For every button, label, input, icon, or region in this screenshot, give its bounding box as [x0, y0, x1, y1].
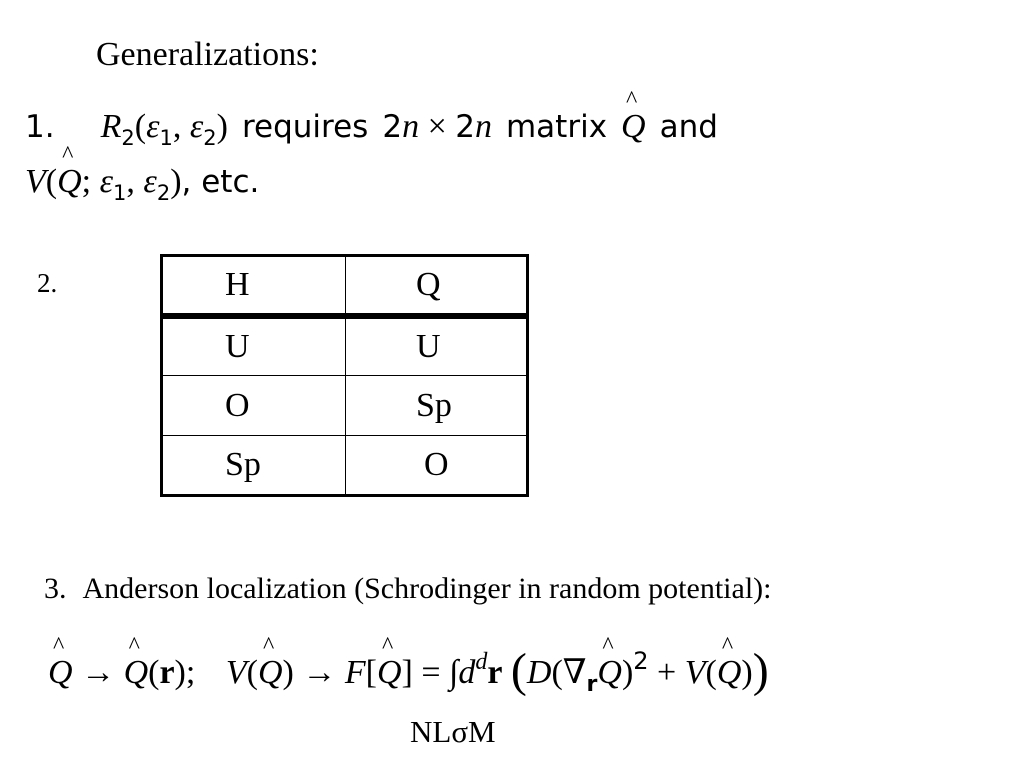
- item1-matrix-text: matrix: [505, 109, 608, 145]
- nlsm-label: NLσM: [410, 714, 496, 749]
- item1-etc-text: , etc.: [181, 164, 260, 200]
- item1-q-hat: ^ Q: [621, 108, 646, 146]
- item1-and-text: and: [659, 109, 718, 145]
- table-row: [162, 316, 528, 376]
- table-header-cell: H: [162, 256, 346, 316]
- table-row: [162, 376, 528, 436]
- table-cell: U: [346, 316, 528, 376]
- table-cell: Sp: [346, 376, 528, 436]
- table-cell: O: [162, 376, 346, 436]
- item3-line: [44, 572, 771, 606]
- item3-marker: 3.: [44, 572, 67, 605]
- item1-formula-v: V(^ Q; ε1, ε2): [25, 179, 182, 196]
- table-header-cell: Q: [346, 256, 528, 316]
- slide-title: Generalizations:: [96, 36, 319, 73]
- table-cell: O: [346, 436, 528, 496]
- item1-formula-r2: R2(ε1, ε2): [100, 108, 228, 150]
- item1-matrix-size: 2n × 2n: [382, 108, 492, 145]
- table-cell: Sp: [162, 436, 346, 496]
- item3-text: Anderson localization (Schrodinger in random potential):: [82, 572, 772, 605]
- item2-marker: 2.: [37, 268, 58, 298]
- symmetry-table: [160, 254, 529, 497]
- table-cell: U: [162, 316, 346, 376]
- nlsm-equation: ^ Q → ^ Q(r); V(^ Q) → F[^ Q] = ∫ddr (D(∇r^ Q)2 + V(^ Q)): [48, 640, 769, 695]
- item1-marker: 1.: [25, 109, 55, 145]
- item1-line1: [25, 108, 718, 150]
- table-header-row: [162, 256, 528, 316]
- item1-requires-text: requires: [241, 109, 369, 145]
- item1-line2: [25, 163, 260, 205]
- table-row: [162, 436, 528, 496]
